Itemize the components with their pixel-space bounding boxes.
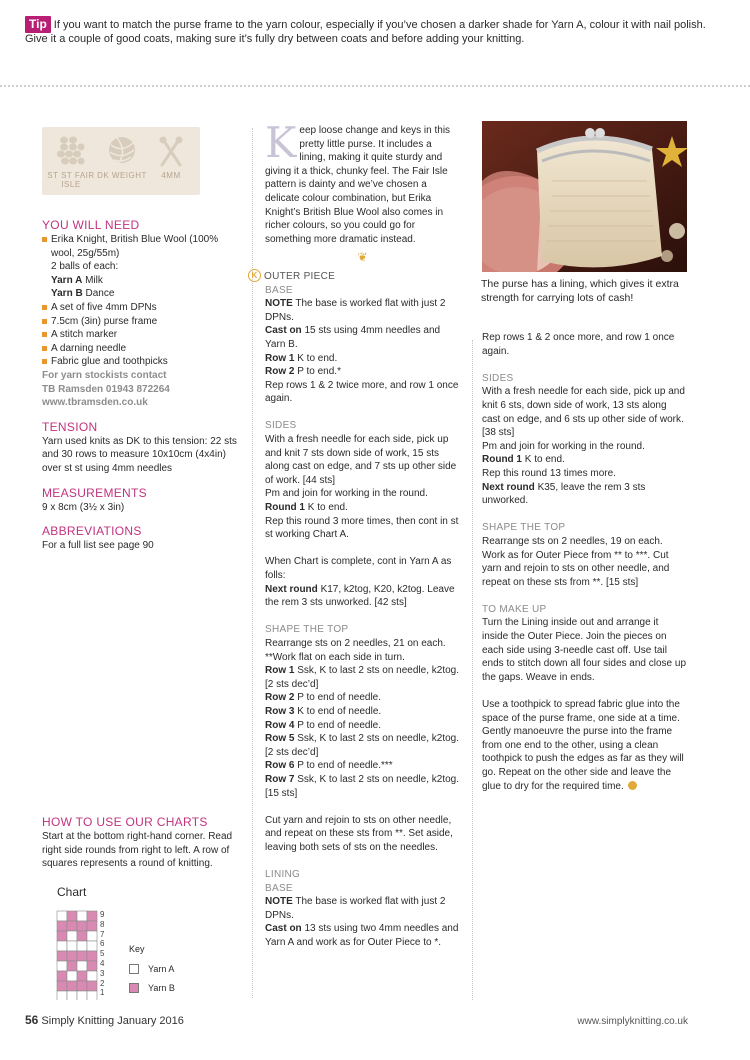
row-number: 9	[100, 910, 105, 919]
pm-line: Pm and join for working in the round.	[265, 488, 428, 500]
stockists-line: For yarn stockists contact	[42, 369, 167, 381]
stockist-phone: TB Ramsden 01943 872264	[42, 383, 170, 395]
abbreviations-text: For a full list see page 90	[42, 540, 154, 552]
pattern-info-box	[42, 127, 200, 195]
chart-cell	[57, 961, 67, 971]
tension-heading: TENSION	[42, 419, 98, 434]
chart-cell	[87, 921, 97, 931]
tension-text: Yarn used knits as DK to this tension: 22 sts and 30 rows to measure 10x10cm (4x4in) over st st using 4mm needles	[42, 435, 237, 474]
make-up-text-1: Turn the Lining inside out and arrange it inside the Outer Piece. Join the pieces on each side using 3-needle cast off. Use tail ends to stitch down all four sides and close up the gaps. Weave in ends.	[482, 617, 687, 683]
row-number: 2	[100, 978, 105, 988]
chart-cell	[87, 971, 97, 981]
shape-row: Row 3 K to end of needle.	[265, 705, 382, 717]
chart-cell	[57, 991, 67, 1000]
base-subheading: BASE	[265, 284, 293, 296]
chart-cell	[57, 931, 67, 941]
chart-cell	[87, 951, 97, 961]
shape-row: Row 5 Ssk, K to last 2 sts on needle, k2tog. [2 sts dec’d]	[265, 733, 459, 758]
lining-sides-subheading: SIDES	[482, 372, 514, 384]
yarn-a-swatch	[129, 964, 139, 974]
chart-cell	[67, 951, 77, 961]
measurements-text: 9 x 8cm (3½ x 3in)	[42, 501, 125, 513]
row-number: 6	[100, 939, 105, 949]
ornament-divider: ❦	[357, 250, 368, 265]
row-number: 1	[100, 988, 105, 998]
chart-cell	[67, 971, 77, 981]
yarn-line: Erika Knight, British Blue Wool (100% wool, 25g/55m)	[42, 233, 237, 260]
lining-pm: Pm and join for working in the round.	[482, 440, 645, 452]
yarn-b-line: Yarn B Dance	[51, 288, 115, 300]
abbreviations-heading: ABBREVIATIONS	[42, 524, 142, 539]
outer-piece-heading: K OUTER PIECE	[265, 269, 460, 284]
next-round: Next round K17, k2tog, K20, k2tog. Leave the rem 3 sts unworked. [42 sts]	[265, 583, 455, 609]
chart-cell	[67, 991, 77, 1000]
row-number: 5	[100, 949, 105, 959]
sides-subheading: SIDES	[265, 420, 297, 432]
tip-badge: Tip	[25, 16, 51, 33]
lining-heading: LINING	[265, 869, 301, 881]
chart-key-title: Key	[129, 944, 145, 954]
needle-info	[146, 135, 196, 180]
stockist-website[interactable]: www.tbramsden.co.uk	[42, 397, 148, 409]
column-divider	[472, 340, 473, 1000]
chart-cell	[87, 981, 97, 991]
chart-cell	[87, 941, 97, 951]
shape-row: Row 2 P to end of needle.	[265, 692, 382, 704]
cut-yarn: Cut yarn and rejoin to sts on other needle, and repeat on these sts from **. Set aside, leaving both sets of sts on the needles.	[265, 814, 453, 853]
chart-cell	[67, 921, 77, 931]
publication-name: Simply Knitting January 2016	[41, 1015, 184, 1027]
column-divider	[252, 128, 253, 998]
chart-cell	[67, 981, 77, 991]
lining-cast-on: Cast on 13 sts using two 4mm needles and Yarn A and work as for Outer Piece to *.	[265, 923, 459, 949]
k-badge-icon: K	[248, 269, 261, 282]
list-item: A stitch marker	[42, 328, 237, 342]
chart-cell	[67, 941, 77, 951]
chart-cell	[67, 931, 77, 941]
intro-paragraph: Keep loose change and keys in this pretty little purse. It includes a lining, making it quite sturdy and giving it a thick, chunky feel. The Fair Isle pattern is dainty and we’ve chosen a delicate colour combination, but Erika Knight’s British Blue Wool also comes in richer colours, so you could go for something more dramatic instead.	[265, 118, 451, 245]
dotted-divider	[0, 85, 750, 87]
chart-cell	[57, 921, 67, 931]
footer-issue	[25, 1014, 184, 1029]
end-mark-icon	[628, 781, 637, 790]
list-item: A set of five 4mm DPNs	[42, 301, 237, 315]
lining-base-subheading: BASE	[265, 882, 293, 894]
repeat-line: Rep rows 1 & 2 twice more, and row 1 once again.	[265, 379, 459, 405]
row-number: 8	[100, 919, 105, 929]
tip-box	[25, 16, 725, 46]
chart-cell	[77, 961, 87, 971]
key-yarn-a: Yarn A	[148, 964, 175, 974]
page-number: 56	[25, 1013, 39, 1027]
chart-cell	[77, 971, 87, 981]
how-to-heading: HOW TO USE OUR CHARTS	[42, 815, 208, 829]
chart-cell	[67, 911, 77, 921]
row-number: 7	[100, 929, 105, 939]
stitch-info	[46, 135, 96, 189]
how-to-charts	[42, 815, 252, 871]
stitch-caption: ST ST FAIR ISLE	[47, 171, 95, 189]
chart-cell	[77, 941, 87, 951]
chart-cell	[57, 981, 67, 991]
yarn-a-line: Yarn A Milk	[51, 274, 103, 286]
key-yarn-b: Yarn B	[148, 983, 175, 993]
tip-text: If you want to match the purse frame to the yarn colour, especially if you’ve chosen a darker shade for Yarn A, colour it with nail polish. Give it a couple of good coats, making sure it’s fully dry between coats and before adding your knitting.	[25, 19, 706, 45]
lining-rep-round: Rep this round 13 times more.	[482, 467, 616, 479]
materials-column	[42, 218, 237, 553]
shape-row: Row 4 P to end of needle.	[265, 719, 382, 731]
chart-cell	[77, 981, 87, 991]
knit-stitch-icon	[56, 135, 86, 167]
row-number: 4	[100, 958, 105, 968]
note-line: NOTE The base is worked flat with just 2 DPNs.	[265, 298, 446, 323]
lining-round-1: Round 1 K to end.	[482, 454, 565, 466]
fair-isle-chart	[56, 910, 98, 1000]
lining-shape-subheading: SHAPE THE TOP	[482, 522, 566, 534]
shape-text: Rearrange sts on 2 needles, 21 on each. **Work flat on each side in turn.	[265, 637, 446, 663]
you-will-need-heading: YOU WILL NEED	[42, 218, 140, 232]
chart-cell	[77, 921, 87, 931]
row-number: 3	[100, 968, 105, 978]
list-item: Fabric glue and toothpicks	[42, 355, 237, 369]
chart-cell	[77, 991, 87, 1000]
row-1: Row 1 K to end.	[265, 352, 338, 364]
pattern-column	[251, 118, 460, 950]
lining-note: NOTE The base is worked flat with just 2 DPNs.	[265, 896, 446, 921]
purse-photo	[482, 121, 687, 272]
chart-title: Chart	[57, 885, 87, 899]
list-item: 7.5cm (3in) purse frame	[42, 315, 237, 329]
needle-caption: 4MM	[161, 171, 181, 180]
lining-column	[482, 331, 687, 793]
measurements-heading: MEASUREMENTS	[42, 485, 147, 500]
make-up-text-2: Use a toothpick to spread fabric glue into the space of the purse frame, one side at a time. Gently manoeuvre the purse into the frame from one end to the other, using a clean toothpick to push the edges as far as they will go. Repeat on the other side and leave the glue to dry for the required time.	[482, 699, 684, 792]
chart-cell	[87, 991, 97, 1000]
row-2: Row 2 P to end.*	[265, 366, 341, 378]
chart-complete: When Chart is complete, cont in Yarn A as folls:	[265, 556, 452, 581]
lining-next-round: Next round K35, leave the rem 3 sts unworked.	[482, 481, 646, 507]
cast-on-line: Cast on 15 sts using 4mm needles and Yarn B.	[265, 325, 441, 350]
weight-caption: DK WEIGHT	[97, 171, 147, 180]
photo-caption: The purse has a lining, which gives it extra strength for carrying lots of cash!	[481, 278, 679, 304]
rep-round: Rep this round 3 more times, then cont in st st working Chart A.	[265, 515, 459, 541]
sides-text: With a fresh needle for each side, pick up and knit 7 sts down side of work, 15 sts along cast on edge, and 7 sts up other side of work. [44 sts]	[265, 434, 457, 486]
yarn-ball-icon	[107, 135, 137, 167]
chart-cell	[67, 961, 77, 971]
drop-cap: K	[265, 118, 297, 167]
chart-cell	[57, 951, 67, 961]
chart-cell	[77, 951, 87, 961]
shape-row: Row 7 Ssk, K to last 2 sts on needle, k2tog. [15 sts]	[265, 773, 459, 799]
lining-shape-text: Rearrange sts on 2 needles, 19 on each. Work as for Outer Piece from ** to ***. Cut yarn and rejoin to sts on other needle, and repeat on these sts from **. [15 sts]	[482, 535, 670, 588]
chart-row-numbers	[100, 910, 104, 998]
balls-line: 2 balls of each:	[51, 261, 119, 273]
round-1: Round 1 K to end.	[265, 502, 348, 514]
footer-website[interactable]: www.simplyknitting.co.uk	[577, 1016, 688, 1027]
purse-image	[482, 121, 687, 272]
list-item: A darning needle	[42, 342, 237, 356]
chart-cell	[57, 941, 67, 951]
needles-icon	[156, 135, 186, 167]
chart-cell	[77, 931, 87, 941]
shape-row: Row 1 Ssk, K to last 2 sts on needle, k2tog. [2 sts dec’d]	[265, 665, 459, 690]
chart-cell	[87, 961, 97, 971]
make-up-heading: TO MAKE UP	[482, 603, 547, 615]
yarn-b-swatch	[129, 983, 139, 993]
chart-cell	[57, 911, 67, 921]
weight-info	[97, 135, 147, 180]
chart-cell	[87, 911, 97, 921]
how-to-text: Start at the bottom right-hand corner. Read right side rounds from right to left. A row of squares represents a round of knitting.	[42, 831, 233, 870]
chart-cell	[77, 911, 87, 921]
shape-top-subheading: SHAPE THE TOP	[265, 624, 349, 636]
lining-repeat: Rep rows 1 & 2 once more, and row 1 once again.	[482, 332, 675, 357]
lining-sides-text: With a fresh needle for each side, pick up and knit 6 sts, down side of work, 13 sts along cast on edge, and 6 sts up other side of work. [38 sts]	[482, 386, 685, 439]
chart-cell	[57, 971, 67, 981]
chart-cell	[87, 931, 97, 941]
shape-row: Row 6 P to end of needle.***	[265, 760, 393, 772]
